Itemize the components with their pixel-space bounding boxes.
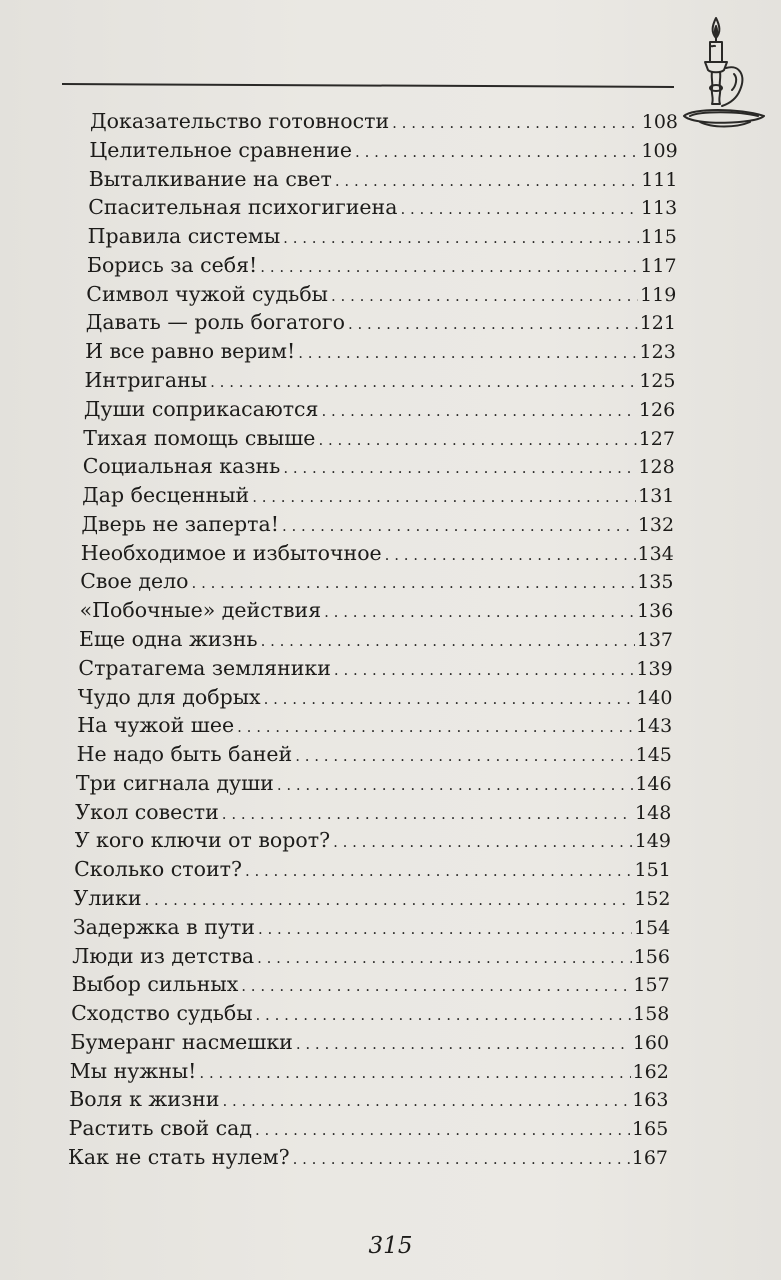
dot-leader: [282, 512, 636, 540]
dot-leader: [222, 1087, 630, 1115]
toc-entry-title: Сходство судьбы: [71, 1001, 253, 1026]
dot-leader: [222, 800, 633, 828]
toc-entry: [78, 654, 672, 682]
toc-entry: [71, 999, 669, 1027]
toc-entry: [75, 826, 671, 854]
toc-entry: [79, 625, 673, 653]
toc-entry-title: Социальная казнь: [82, 454, 281, 479]
toc-entry-page: 128: [638, 456, 675, 479]
toc-entry-title: Символ чужой судьбы: [86, 281, 328, 306]
toc-entry-page: 123: [639, 341, 676, 364]
toc-entry-title: И все равно верим!: [85, 339, 296, 364]
toc-entry-title: Выталкивание на свет: [88, 166, 332, 191]
toc-entry-page: 158: [633, 1003, 670, 1026]
toc-entry: [83, 424, 675, 452]
toc-entry-page: 151: [634, 859, 671, 882]
dot-leader: [355, 138, 639, 166]
toc-entry-page: 137: [636, 629, 673, 651]
dot-leader: [210, 368, 637, 396]
dot-leader: [331, 282, 638, 310]
toc-entry: [82, 481, 674, 509]
toc-entry-page: 149: [634, 830, 671, 853]
toc-entry-title: Правила системы: [87, 224, 281, 249]
toc-entry-title: Доказательство готовности: [90, 109, 390, 133]
dot-leader: [260, 253, 638, 281]
toc-entry-page: 157: [633, 974, 670, 997]
toc-entry-title: Дверь не заперта!: [81, 511, 279, 536]
dot-leader: [334, 656, 635, 684]
dot-leader: [261, 627, 635, 655]
toc-entry-title: Спасительная психогигиена: [88, 195, 398, 220]
toc-entry-title: Свое дело: [80, 569, 189, 594]
toc-entry: [86, 308, 676, 336]
dot-leader: [333, 828, 633, 856]
toc-entry-title: Бумеранг насмешки: [70, 1029, 293, 1054]
toc-entry: [69, 1085, 668, 1113]
toc-entry-title: Необходимое и избыточное: [80, 540, 382, 565]
toc-entry-page: 156: [633, 945, 670, 968]
toc-entry-title: Дар бесценный: [82, 483, 250, 508]
toc-entry-title: Души соприкасаются: [83, 396, 319, 421]
toc-entry-title: Еще одна жизнь: [79, 627, 258, 651]
dot-leader: [298, 339, 637, 367]
toc-entry-page: 127: [638, 427, 675, 450]
dot-leader: [392, 109, 640, 137]
toc-entry: [83, 452, 675, 480]
dot-leader: [277, 771, 634, 799]
toc-entry-page: 140: [636, 686, 673, 709]
toc-entry-page: 143: [635, 715, 673, 738]
toc-entry: [68, 1143, 668, 1171]
toc-entry-page: 139: [636, 657, 673, 680]
toc-entry: [74, 884, 671, 912]
toc-entry-page: 163: [632, 1089, 669, 1112]
dot-leader: [324, 598, 635, 626]
toc-entry-page: 115: [640, 226, 677, 249]
toc-entry: [70, 1028, 669, 1056]
toc-entry-title: Борись за себя!: [86, 252, 258, 277]
toc-entry: [80, 596, 674, 624]
dot-leader: [192, 569, 636, 597]
toc-entry-title: Мы нужны!: [69, 1058, 197, 1083]
toc-entry-page: 136: [637, 600, 674, 623]
toc-entry: [75, 798, 671, 826]
dot-leader: [296, 1030, 631, 1058]
toc-entry-page: 148: [635, 801, 672, 824]
toc-entry-page: 165: [632, 1118, 669, 1141]
toc-entry-title: Как не стать нулем?: [68, 1145, 290, 1169]
toc-entry: [70, 1057, 669, 1085]
toc-entry: [87, 251, 677, 279]
toc-entry-title: Сколько стоит?: [74, 857, 242, 882]
toc-entry: [77, 740, 672, 768]
toc-entry-page: 162: [632, 1060, 669, 1083]
toc-entry-title: Интриганы: [84, 368, 208, 392]
dot-leader: [255, 1116, 630, 1144]
toc-entry-title: Укол совести: [75, 799, 219, 824]
toc-entry-title: Задержка в пути: [72, 914, 255, 939]
toc-entry-page: 117: [640, 254, 677, 277]
toc-entry-page: 125: [639, 370, 676, 392]
toc-entry: [76, 769, 672, 797]
toc-entry: [78, 683, 673, 711]
dot-leader: [257, 944, 632, 972]
dot-leader: [400, 195, 638, 223]
toc-entry-page: 152: [634, 888, 671, 910]
dot-leader: [245, 857, 633, 885]
toc-entry-title: Тихая помощь свыше: [83, 425, 316, 450]
toc-entry-title: «Побочные» действия: [79, 598, 322, 623]
toc-entry: [72, 942, 670, 970]
toc-entry-page: 121: [639, 312, 676, 335]
dot-leader: [256, 1001, 632, 1029]
dot-leader: [318, 426, 636, 454]
toc-entry-title: Выбор сильных: [71, 972, 239, 997]
toc-entry: [69, 1114, 669, 1142]
toc-entry-title: Воля к жизни: [69, 1087, 220, 1112]
toc-entry-title: Улики: [73, 886, 142, 910]
dot-leader: [283, 454, 636, 482]
toc-entry-page: 109: [641, 139, 678, 162]
toc-entry: [86, 280, 676, 308]
dot-leader: [258, 915, 632, 943]
toc-entry-page: 145: [635, 744, 672, 767]
toc-entry-page: 167: [631, 1147, 668, 1169]
toc-entry: [85, 337, 676, 365]
toc-entry: [90, 107, 678, 135]
toc-entry: [73, 913, 670, 941]
page-number: 315: [368, 1233, 413, 1259]
dot-leader: [321, 397, 636, 425]
dot-leader: [199, 1059, 630, 1087]
toc-entry-title: Целительное сравнение: [89, 137, 353, 162]
toc-entry-title: Не надо быть баней: [76, 742, 293, 767]
toc-entry-page: 132: [637, 513, 675, 536]
toc-entry: [89, 165, 678, 193]
toc-entry-page: 135: [637, 571, 674, 594]
toc-entry: [84, 395, 675, 423]
toc-entry: [89, 136, 677, 164]
dot-leader: [252, 483, 636, 511]
dot-leader: [144, 886, 632, 914]
dot-leader: [237, 713, 634, 741]
toc-entry-page: 160: [632, 1031, 670, 1054]
toc-entry: [85, 366, 676, 394]
dot-leader: [295, 742, 633, 770]
toc-entry-page: 111: [641, 168, 678, 191]
toc-entry-page: 119: [640, 283, 677, 306]
toc-entry-page: 131: [638, 485, 675, 508]
toc-entry-title: Давать — роль богатого: [85, 310, 345, 335]
toc-entry-page: 108: [641, 111, 678, 133]
dot-leader: [385, 541, 636, 569]
toc-entry: [81, 539, 674, 567]
dot-leader: [293, 1145, 630, 1173]
toc-entry: [80, 567, 673, 595]
toc-entry-title: У кого ключи от ворот?: [74, 828, 331, 853]
toc-entry: [72, 970, 670, 998]
toc-entry-page: 154: [633, 916, 671, 939]
dot-leader: [283, 224, 638, 252]
toc-entry: [81, 510, 674, 538]
toc-entry: [88, 193, 677, 221]
dot-leader: [335, 167, 639, 195]
dot-leader: [264, 685, 635, 713]
toc-entry-title: Растить свой сад: [68, 1116, 252, 1141]
toc-entry-title: Три сигнала души: [75, 770, 274, 795]
dot-leader: [241, 972, 631, 1000]
dot-leader: [348, 310, 638, 338]
toc-entry-title: Люди из детства: [72, 943, 255, 968]
toc-entry: [88, 222, 677, 250]
toc-entry-title: На чужой шее: [77, 713, 235, 738]
toc-entry-title: Чудо для добрых: [77, 684, 261, 709]
toc-entry: [77, 711, 672, 739]
toc-entry-page: 146: [635, 772, 672, 795]
toc-entry-page: 113: [640, 197, 678, 220]
toc-entry-page: 134: [637, 542, 674, 565]
toc-entry-page: 126: [638, 398, 676, 421]
toc-entry-title: Стратагема земляники: [78, 655, 331, 680]
toc-entry: [74, 855, 671, 883]
